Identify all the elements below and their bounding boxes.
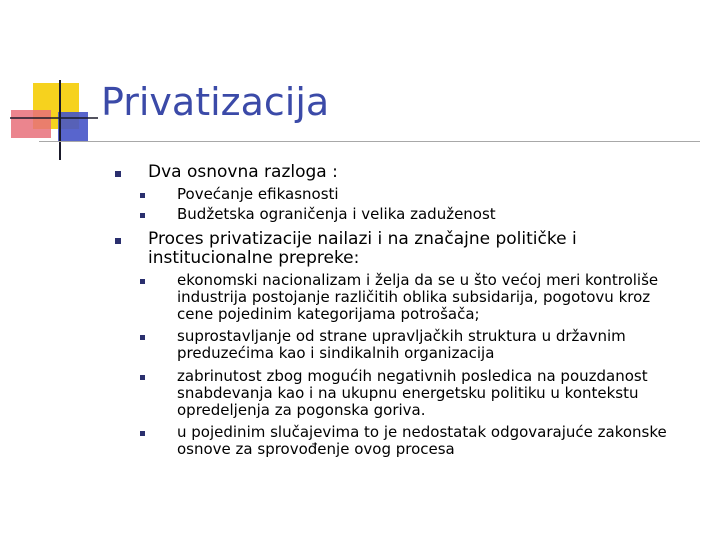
sub-bullet-text: Budžetska ograničenja i velika zaduženost: [177, 205, 496, 223]
sub-bullet-line: osnove za sprovođenje ovog procesa: [177, 440, 455, 458]
sub-bullet-line: industrija postojanje različitih oblika subsidarija, pogotovu kroz: [177, 288, 651, 306]
sub-bullet-text: [177, 424, 707, 458]
slide-title: Privatizacija: [101, 80, 330, 124]
decorative-logo-graphic: [0, 0, 100, 170]
sub-bullet-marker: [140, 335, 145, 340]
sub-bullet-text: [177, 272, 707, 323]
logo-red-square: [11, 110, 51, 138]
sub-bullet-line: ekonomski nacionalizam i želja da se u što većoj meri kontroliše: [177, 271, 659, 289]
sub-bullet-marker: [140, 213, 145, 218]
sub-bullet-line: preduzećima kao i sindikalnih organizacija: [177, 344, 495, 362]
bullet-text-line: Proces privatizacije nailazi i na značajne političke i: [148, 229, 577, 249]
sub-bullet-marker: [140, 279, 145, 284]
sub-bullet-text: [177, 368, 707, 419]
sub-bullet-text: [177, 328, 707, 362]
sub-bullet-line: u pojedinim slučajevima to je nedostatak odgovarajuće zakonske: [177, 423, 667, 441]
sub-bullet-line: suprostavljanje od strane upravljačkih struktura u državnim: [177, 327, 626, 345]
sub-bullet-marker: [140, 431, 145, 436]
bullet-marker: [115, 238, 121, 244]
bullet-marker: [115, 171, 121, 177]
sub-bullet-text: Povećanje efikasnosti: [177, 185, 339, 203]
bullet-text-line: institucionalne prepreke:: [148, 248, 360, 268]
bullet-text: Dva osnovna razloga :: [148, 162, 338, 182]
logo-blue-square: [58, 112, 88, 142]
sub-bullet-marker: [140, 193, 145, 198]
sub-bullet-line: opredeljenja za pogonska goriva.: [177, 401, 426, 419]
sub-bullet-line: zabrinutost zbog mogućih negativnih posledica na pouzdanost: [177, 367, 648, 385]
sub-bullet-line: cene pojedinim kategorijama potrošača;: [177, 305, 480, 323]
title-underline: [39, 141, 700, 142]
sub-bullet-marker: [140, 375, 145, 380]
sub-bullet-line: snabdevanja kao i na ukupnu energetsku politiku u kontekstu: [177, 384, 639, 402]
